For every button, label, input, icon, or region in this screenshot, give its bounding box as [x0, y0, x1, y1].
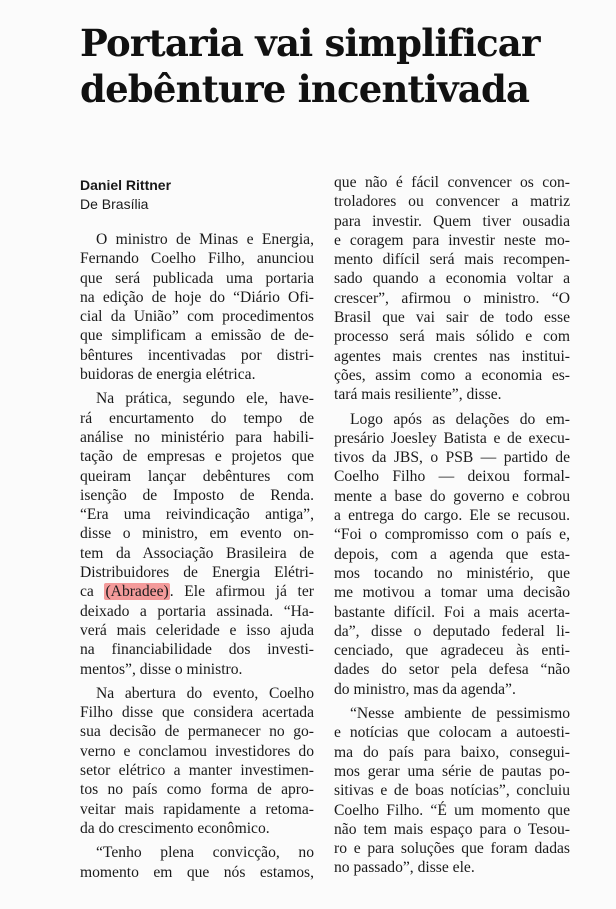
text-line: mento difícil será mais recompen- — [334, 251, 570, 269]
byline — [80, 176, 171, 214]
text-line: ca (Abradee). Ele afirmou já ter — [80, 583, 314, 601]
text-line: ro e para soluções que foram dadas — [334, 840, 570, 858]
text-line: isenção de Imposto de Renda. — [80, 486, 314, 504]
text-line: Brasil que vai sair de todo esse — [334, 309, 570, 327]
text-line: Na abertura do evento, Coelho — [96, 684, 314, 702]
article-paragraph — [334, 704, 570, 878]
text-line: agentes mais crentes nas institui- — [334, 347, 570, 365]
text-line: Na prática, segundo ele, have- — [96, 390, 314, 408]
text-line: deixado a portaria assinada. “Ha- — [80, 602, 314, 620]
text-line: a entrega do cargo. Ele se recusou. — [334, 507, 570, 525]
text-line: análise no ministério para habili- — [80, 428, 314, 446]
text-line: presário Joesley Batista e de execu- — [334, 429, 570, 447]
text-line: bêntures incentivadas por distri- — [80, 346, 314, 364]
text-line: que será publicada uma portaria — [80, 269, 314, 287]
highlighted-text: (Abradee) — [105, 583, 169, 601]
author-name: Daniel Rittner — [80, 177, 172, 193]
text-line: veitar mais rapidamente a retoma- — [80, 800, 314, 818]
headline — [80, 20, 600, 112]
text-line: verá mais celeridade e isso ajuda — [80, 621, 314, 639]
text-line: mos tocando no ministério, que — [334, 564, 570, 582]
text-line: cial da União” com procedimentos — [80, 308, 314, 326]
text-line: “Foi o compromisso com o país e, — [334, 526, 570, 544]
text-line: sitivas e de boas notícias”, concluiu — [334, 782, 570, 800]
text-line: sado quando a economia voltar a — [334, 270, 570, 288]
text-line: e coragem para investir neste mo- — [334, 231, 570, 249]
text-line: na edição de hoje do “Diário Ofi- — [80, 288, 314, 306]
text-line: Coelho Filho — deixou formal- — [334, 468, 570, 486]
text-line: “Tenho plena convicção, no — [96, 844, 314, 862]
text-line: mentos”, disse o ministro. — [80, 660, 243, 678]
text-line: mos gerar uma série de pautas po- — [334, 762, 570, 780]
headline-line-1: Portaria vai simplificar — [80, 21, 540, 65]
text-line: no passado”, disse ele. — [334, 859, 475, 877]
text-line: tação de empresas e projetos que — [80, 448, 314, 466]
text-line: e notícias que colocam a autoesti- — [334, 724, 570, 742]
text-line: cenciado, que agradeceu às enti- — [334, 642, 570, 660]
article-column-left — [80, 230, 314, 887]
text-line: tará mais resiliente”, disse. — [334, 386, 502, 404]
text-line: na financiabilidade dos investi- — [80, 641, 314, 659]
article-paragraph — [80, 389, 314, 678]
text-line: Filho disse que considera acertada — [80, 704, 314, 722]
article-paragraph — [80, 684, 314, 838]
text-line: Coelho Filho. “É um momento que — [334, 801, 570, 819]
text-line: buidoras de energia elétrica. — [80, 366, 256, 384]
text-line: dades do setor pela defesa “não — [334, 661, 570, 679]
article-column-right — [334, 173, 570, 883]
text-line: queiram lançar debêntures com — [80, 467, 314, 485]
text-line: verno e conclamou investidores do — [80, 742, 314, 760]
text-line: “Era uma reivindicação antiga”, — [80, 506, 314, 524]
text-line: ma do país para baixo, consegui- — [334, 743, 570, 761]
text-line: troladores ou convencer a matriz — [334, 193, 570, 211]
text-line: O ministro de Minas e Energia, — [96, 231, 314, 248]
author-location: De Brasília — [80, 196, 149, 212]
text-line: bastante difícil. Foi a mais acerta- — [334, 603, 570, 621]
text-line: mente a base do governo e cobrou — [334, 487, 570, 505]
text-line: da do crescimento econômico. — [80, 819, 270, 837]
text-line: Distribuidores de Energia Elétri- — [80, 564, 314, 582]
article-paragraph — [334, 173, 570, 405]
text-line: ções, assim como a economia es- — [334, 366, 570, 384]
text-line: processo será mais sólido e com — [334, 328, 570, 346]
text-line: do ministro, mas da agenda”. — [334, 680, 516, 698]
text-line: “Nesse ambiente de pessimismo — [350, 705, 570, 723]
text-line: tem da Associação Brasileira de — [80, 544, 314, 562]
headline-line-2: debênture incentivada — [80, 67, 530, 111]
text-line: tivos da JBS, o PSB — partido de — [334, 449, 570, 467]
text-line: não tem mais espaço para o Tesou- — [334, 820, 570, 838]
text-line: que não é fácil convencer os con- — [334, 174, 570, 191]
text-fragment: . Ele afirmou já ter — [169, 583, 314, 601]
text-line: setor elétrico a manter investimen- — [80, 762, 314, 780]
text-line: Logo após as delações do em- — [350, 410, 570, 428]
article-paragraph — [80, 843, 314, 882]
text-line: que simplificam a emissão de de- — [80, 327, 314, 345]
article-paragraph — [334, 410, 570, 699]
text-line: crescer”, afirmou o ministro. “O — [334, 289, 570, 307]
text-line: disse o ministro, em evento on- — [80, 525, 314, 543]
text-line: momento em que nós estamos, — [80, 863, 314, 881]
text-line: Fernando Coelho Filho, anunciou — [80, 250, 314, 268]
text-line: me motivou a tomar uma decisão — [334, 584, 570, 602]
text-line: depois, com a agenda que esta- — [334, 545, 570, 563]
text-line: da”, disse o deputado federal li- — [334, 622, 570, 640]
text-line: para investir. Quem tiver ousadia — [334, 212, 570, 230]
article-paragraph — [80, 230, 314, 384]
text-line: tos no país como forma de apro- — [80, 781, 314, 799]
text-line: sua decisão de permanecer no go- — [80, 723, 314, 741]
text-line: rá encurtamento do tempo de — [80, 409, 314, 427]
